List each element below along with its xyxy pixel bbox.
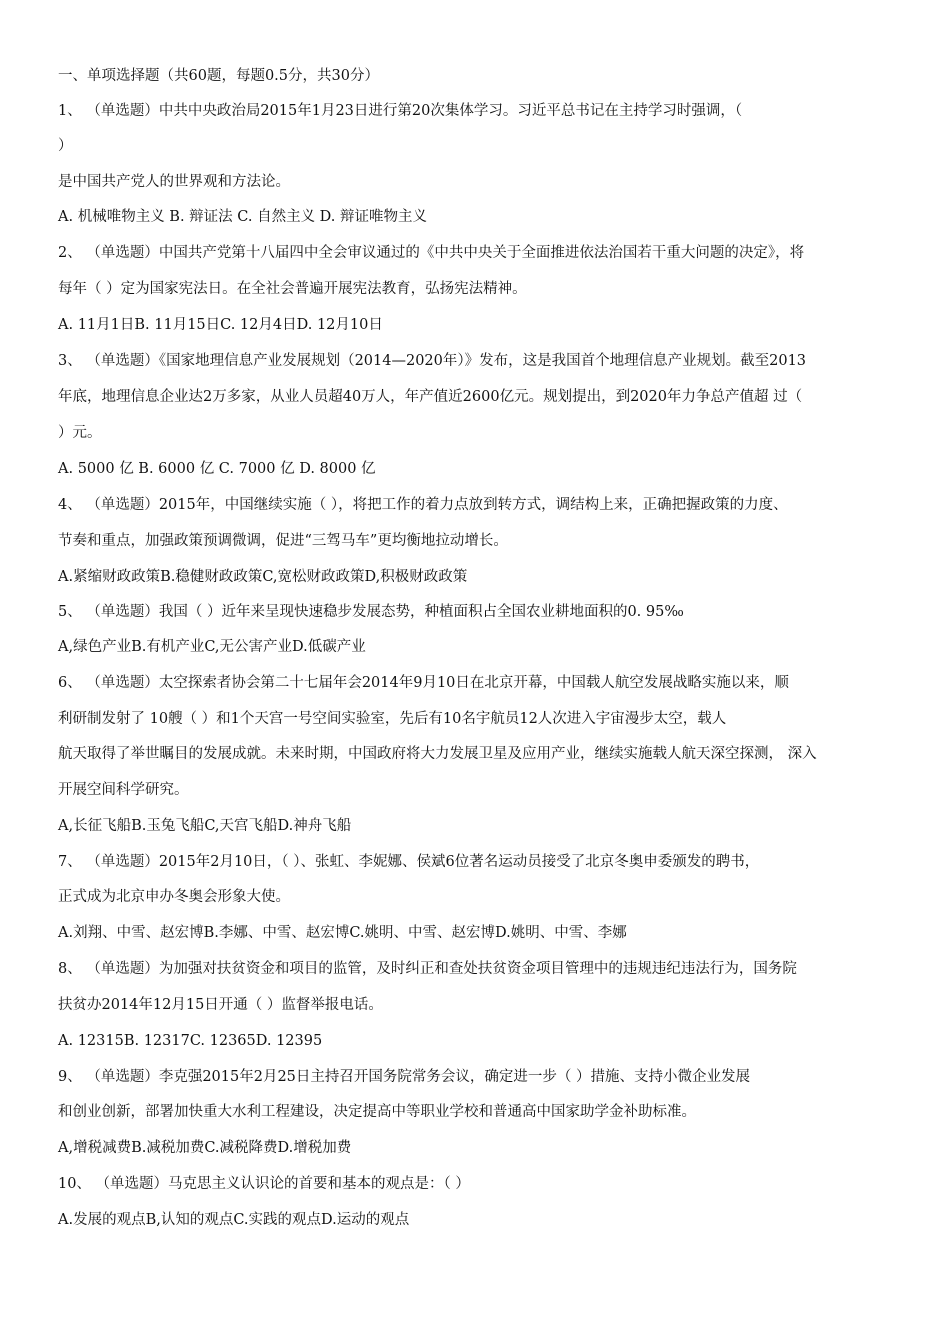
- question-4-options: A.紧缩财政政策B.稳健财政政策C,宽松财政政策D,积极财政政策: [58, 569, 468, 585]
- question-6-line-4: 开展空间科学研究。: [58, 782, 189, 798]
- question-7-line-2: 正式成为北京申办冬奥会形象大使。: [58, 889, 290, 905]
- question-2-options: A. 11月1日B. 11月15日C. 12月4日D. 12月10日: [58, 317, 383, 333]
- question-3-line-3: ）元。: [58, 425, 102, 441]
- question-4-line-1: 4、 （单选题）2015年，中国继续实施（ ），将把工作的着力点放到转方式，调结构上来，正确把握政策的力度、: [58, 497, 788, 513]
- question-9-options: A,增税减费B.减税加费C.减税降费D.增税加费: [58, 1140, 352, 1156]
- question-3-line-1: 3、 （单选题）《国家地理信息产业发展规划（2014—2020年）》发布，这是我国首个地理信息产业规划。截至2013: [58, 353, 807, 369]
- question-6-line-2: 利研制发射了 10艘（ ）和1个天宫一号空间实验室，先后有10名宇航员12人次进入宇宙漫步太空，载人: [58, 711, 727, 727]
- question-8-options: A. 12315B. 12317C. 12365D. 12395: [58, 1033, 323, 1049]
- question-10-options: A.发展的观点B,认知的观点C.实践的观点D.运动的观点: [58, 1212, 410, 1228]
- question-9-line-2: 和创业创新，部署加快重大水利工程建设，决定提高中等职业学校和普通高中国家助学金补助标准。: [58, 1104, 696, 1120]
- question-1-line-1: 1、 （单选题）中共中央政治局2015年1月23日进行第20次集体学习。习近平总书记在主持学习时强调，（: [58, 103, 743, 119]
- question-8-line-1: 8、 （单选题）为加强对扶贫资金和项目的监管，及时纠正和查处扶贫资金项目管理中的违规违纪违法行为，国务院: [58, 961, 797, 977]
- question-6-options: A,长征飞船B.玉兔飞船C,天宫飞船D.神舟飞船: [58, 818, 352, 834]
- question-1-options: A. 机械唯物主义 B. 辩证法 C. 自然主义 D. 辩证唯物主义: [58, 209, 428, 225]
- question-1-line-3: 是中国共产党人的世界观和方法论。: [58, 174, 290, 190]
- question-8-line-2: 扶贫办2014年12月15日开通（ ）监督举报电话。: [58, 997, 383, 1013]
- question-2-line-2: 每年（ ）定为国家宪法日。在全社会普遍开展宪法教育，弘扬宪法精神。: [58, 281, 527, 297]
- question-6-line-3: 航天取得了举世瞩目的发展成就。未来时期，中国政府将大力发展卫星及应用产业，继续实施载人航天深空探测， 深入: [58, 746, 817, 762]
- question-2-line-1: 2、 （单选题）中国共产党第十八届四中全会审议通过的《中共中央关于全面推进依法治国若干重大问题的决定》，将: [58, 245, 805, 261]
- question-9-line-1: 9、 （单选题）李克强2015年2月25日主持召开国务院常务会议，确定进一步（ ）措施、支持小微企业发展: [58, 1069, 751, 1085]
- question-7-options: A.刘翔、中雪、赵宏博B.李娜、中雪、赵宏博C.姚明、中雪、赵宏博D.姚明、中雪、李娜: [58, 925, 627, 941]
- question-6-line-1: 6、 （单选题）太空探索者协会第二十七届年会2014年9月10日在北京开幕，中国载人航空发展战略实施以来，顺: [58, 675, 789, 691]
- question-1-line-2: ）: [58, 138, 73, 154]
- question-4-line-2: 节奏和重点，加强政策预调微调，促进“三驾马车”更均衡地拉动增长。: [58, 533, 508, 549]
- section-heading: 一、单项选择题（共60题，每题0.5分，共30分）: [58, 68, 379, 84]
- question-3-line-2: 年底，地理信息企业达2万多家，从业人员超40万人，年产值近2600亿元。规划提出，到2020年力争总产值超 过（: [58, 389, 803, 405]
- question-3-options: A. 5000 亿 B. 6000 亿 C. 7000 亿 D. 8000 亿: [58, 461, 376, 477]
- question-5-line-1: 5、 （单选题）我国（ ）近年来呈现快速稳步发展态势，种植面积占全国农业耕地面积的0. 95‰: [58, 604, 684, 620]
- question-7-line-1: 7、 （单选题）2015年2月10日，（ ）、张虹、李妮娜、侯斌6位著名运动员接受了北京冬奥申委颁发的聘书，: [58, 854, 760, 870]
- question-5-options: A,绿色产业B.有机产业C,无公害产业D.低碳产业: [58, 639, 366, 655]
- question-10-line-1: 10、 （单选题）马克思主义认识论的首要和基本的观点是：（ ）: [58, 1176, 470, 1192]
